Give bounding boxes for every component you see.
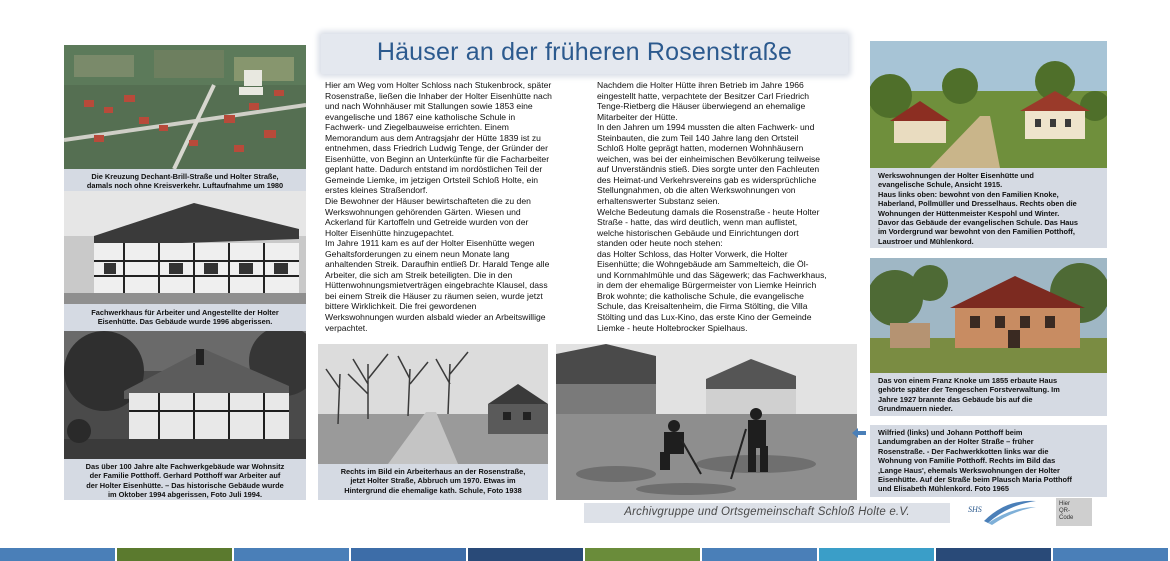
bottom-bar-segment: [0, 548, 115, 561]
potthoff-house-photo: [64, 331, 306, 459]
bottom-bar-segment: [468, 548, 583, 561]
footer-text: Archivgruppe und Ortsgemeinschaft Schloß Holte e.V.: [624, 506, 910, 518]
bottom-bar-segment: [702, 548, 817, 561]
caption-painting-1915: Werkswohnungen der Holter Eisenhütte und evangelische Schule, Ansicht 1915. Haus links oben: bewohnt von den Familien Knoke, Haberland, Pollmüller und Dresselhaus. Rechts oben die Wohnungen der Hüttenmeister Kespohl und Winter. Davor das Gebäude der evangelischen Schule. Das Haus im Vordergrund war bewohnt von den Familien Potthoff, Laustroer und Mühlenkord.: [870, 168, 1107, 248]
page-title: Häuser an der früheren Rosenstraße: [376, 38, 793, 66]
caption-road: Rechts im Bild ein Arbeiterhaus an der Rosenstraße, jetzt Holter Straße, Abbruch um 1970. Etwas im Hintergrund die ehemalige kath. Schule, Foto 1938: [318, 464, 548, 500]
workers-photo: [556, 344, 857, 500]
shs-logo: [966, 497, 1038, 527]
bottom-bar-segment: [936, 548, 1051, 561]
footer-banner: [584, 503, 950, 523]
bottom-bar-segment: [117, 548, 232, 561]
bottom-bar-segment: [819, 548, 934, 561]
aerial-photo: [64, 45, 306, 169]
bottom-color-bar: [0, 548, 1170, 561]
bottom-bar-segment: [1053, 548, 1168, 561]
logo-text: SHS: [968, 505, 982, 514]
caption-potthoff-house: Das über 100 Jahre alte Fachwerkgebäude war Wohnsitz der Familie Potthoff. Gerhard Potthoff war Arbeiter auf der Holter Eisenhütte. – Das historische Gebäude wurde im Oktober 1994 abgerissen, Foto Juli 1994.: [64, 459, 306, 500]
qr-code-placeholder: Hier QR- Code: [1056, 498, 1092, 526]
caption-aerial: Die Kreuzung Dechant-Brill-Straße und Holter Straße, damals noch ohne Kreisverkehr. Luftaufnahme um 1980: [64, 169, 306, 191]
painting-1915: [870, 41, 1107, 168]
fachwerk-house-photo: [64, 191, 306, 304]
caption-painting-knoke-house: Das von einem Franz Knoke um 1855 erbaute Haus gehörte später der Tengeschen Forstverwaltung. Im Jahre 1927 brannte das Gebäude bis auf die Grundmauern nieder.: [870, 373, 1107, 416]
arrow-left-icon: [852, 428, 866, 438]
road-photo: [318, 344, 548, 464]
bottom-bar-segment: [585, 548, 700, 561]
caption-fachwerk: Fachwerkhaus für Arbeiter und Angestellte der Holter Eisenhütte. Das Gebäude wurde 1996 abgerissen.: [64, 304, 306, 331]
painting-knoke-house: [870, 258, 1107, 373]
caption-workers: Wilfried (links) und Johann Potthoff beim Landumgraben an der Holter Straße – früher Rosenstraße. - Der Fachwerkkotten links war die Wohnung von Familie Potthoff. Rechts im Bild das ‚Lange Haus', ehemals Werkswohnungen der Holter Eisenhütte. Auf der Straße beim Plausch Maria Potthoff und Elisabeth Mühlenkord. Foto 1965: [870, 425, 1107, 497]
body-text-column-1: Hier am Weg vom Holter Schloss nach Stukenbrock, später Rosenstraße, ließen die Inhaber der Holter Eisenhütte nach und nach Wohnhäuser mit Stallungen sowie 1853 eine evangelische und 1867 eine katholische Schule in Fachwerk- und Ziegelbauweise errichten. Einem Memorandum aus dem Antragsjahr der Hütte 1839 ist zu entnehmen, dass Friedrich Ludwig Tenge, der Gründer der Eisenhütte, von Beginn an Unterkünfte für die Facharbeiter geplant hatte. Dadurch entstand im nordöstlichen Teil der Gemeinde Liemke, im jetzigen Ortsteil Schloß Holte, ein erstes kleines Straßendorf. Die Bewohner der Häuser bewirtschafteten die zu den Werkswohnungen gehörenden Gärten. Wiesen und Ackerland für Kartoffeln und Getreide wurden von der Holter Eisenhütte hinzugepachtet. Im Jahre 1911 kam es auf der Holter Eisenhütte wegen Gehaltsforderungen zu einem neun Monate lang anhaltenden Streik. Daraufhin entließ Dr. Harald Tenge alle Arbeiter, die sich am Streik beteiligten. Die in den Hüttenwohnungsmietverträgen eingebrachte Klausel, dass bei einem Streik die Häuser zu räumen seien, wurde jetzt bittere Wirklichkeit. Die frei gewordenen Werkswohnungen wurden alsbald wieder an Arbeitswillige verpachtet.: [325, 80, 552, 333]
bottom-bar-segment: [351, 548, 466, 561]
body-text-column-2: Nachdem die Holter Hütte ihren Betrieb im Jahre 1966 eingestellt hatte, verpachtete der Besitzer Carl Friedrich Tenge-Rietberg die Häuser überwiegend an ehemalige Mitarbeiter der Hütte. In den Jahren um 1994 mussten die alten Fachwerk- und Steinbauten, die zum Teil 140 Jahre lang den Ortsteil Schloß Holte geprägt hatten, modernen Wohnhäusern weichen, was bei der einheimischen Bevölkerung teilweise auf Unverständnis stieß. Dies sorgte unter den Fachleuten des Heimat-und Verkehrsvereins gab es widersprüchliche Stellungnahmen, ob die alten Werkswohnungen von erhaltenswerter Substanz seien. Welche Bedeutung damals die Rosenstraße - heute Holter Straße - hatte, das wird deutlich, wenn man auflistet, welche historischen Gebäude und Einrichtungen dort standen oder heute noch stehen: das Holter Schloss, das Holter Vorwerk, die Holter Eisenhütte; die Wohngebäude am Sammelteich, die Öl- und Kornmahlmühle und das Sägewerk; das Fachwerkhaus, in dem der ehemalige Bürgermeister von Liemke Heinrich Brok wohnte; die katholische Schule, die evangelische Schule, das Kreisaltenheim, die Firma Stölting, die Villa Stölting und das Lux-Kino, das erste Kino der Gemeinde Liemke - heute Holtebrocker Spielhaus.: [597, 80, 827, 333]
bottom-bar-segment: [234, 548, 349, 561]
title-banner: [321, 34, 848, 74]
